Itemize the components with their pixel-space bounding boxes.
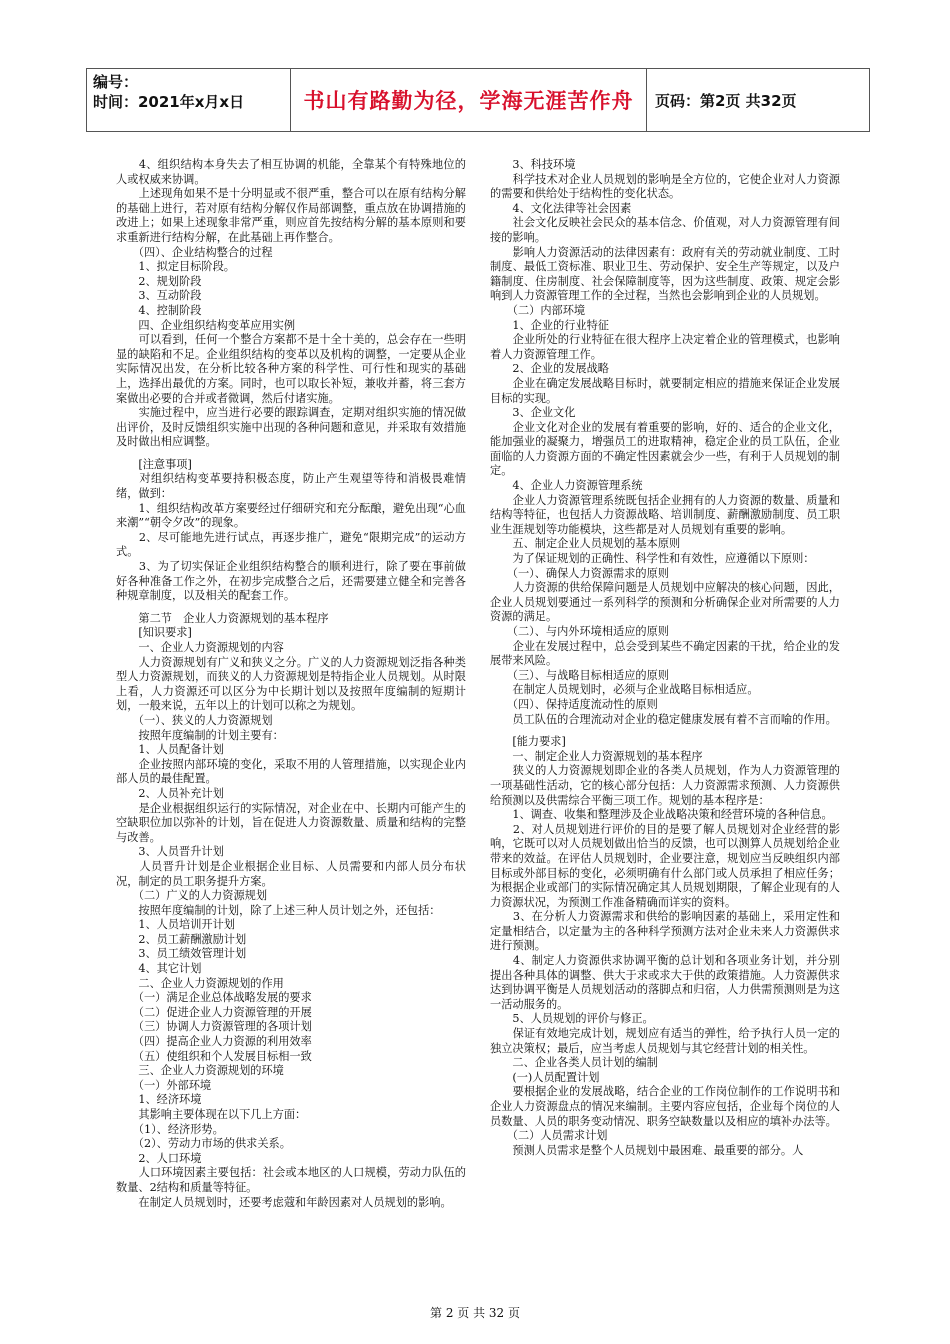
paragraph: 企业所处的行业特征在很大程序上决定着企业的管理模式，也影响着人力资源管理工作。 <box>490 333 840 361</box>
paragraph: 1、调查、收集和整理涉及企业战略决策和经营环境的各种信息。 <box>490 808 833 822</box>
paragraph: （三）协调人力资源管理的各项计划 <box>116 1020 312 1034</box>
paragraph: 1、经济环境 <box>116 1093 202 1107</box>
paragraph: 对组织结构变革要持积极态度，防止产生观望等待和消极畏难情绪，做到： <box>116 472 466 501</box>
paragraph: 2、企业的发展战略 <box>490 362 609 376</box>
paragraph: 人力资源规划有广义和狭义之分。广义的人力资源规划泛指各种类型人力资源规划，而狭义的人力资源规划是特指企业人员规划。从时限上看，人力资源还可以区分为中长期计划以及按照年度编制的短期计划，一般来说，五年以上的计划可以称之为规划。 <box>116 655 466 713</box>
paragraph: 上述现角如果不是十分明显或不很严重，整合可以在原有结构分解的基础上进行，若对原有结构分解仅作局部调整，重点放在协调措施的改进上；如果上述现象非常严重，则应首先按结构分解的基本原则和要求重新进行结构分解，在此基础上再作整合。 <box>116 187 466 244</box>
paragraph: 预测人员需求是整个人员规划中最困难、最重要的部分。人 <box>490 1143 804 1157</box>
header-page-info: 页码：第2页 共32页 <box>655 91 797 110</box>
left-text-column <box>116 158 466 1210</box>
paragraph: 4、其它计划 <box>116 962 202 976</box>
paragraph: 企业在确定发展战略目标时，就要制定相应的措施来保证企业发展目标的实现。 <box>490 376 840 405</box>
paragraph: 人口环境因素主要包括：社会或本地区的人口规模，劳动力队伍的数量、2结构和质量等特征。 <box>116 1166 466 1194</box>
paragraph: 要根据企业的发展战略，结合企业的工作岗位制作的工作说明书和企业人力资源盘点的情况来编制。主要内容应包括，企业每个岗位的人员数量、人员的职务变动情况、职务空缺数量以及相应的填补办法等。 <box>490 1085 840 1128</box>
paragraph: （二）内部环境 <box>490 303 586 317</box>
paragraph: [注意事项] <box>116 457 192 471</box>
paragraph: 2、对人员规划进行评价的目的是要了解人员规划对企业经营的影响，它既可以对人员规划做出恰当的反馈，也可以测算人员规划给企业带来的效益。在评估人员规划时，企业要注意，规划应当反映组织内部目标或外部目标的变化，必须明确有什么部门或人员承担了相应任务；为根据企业或部门的实际情况确定其人员规划期限，了解企业现有的人力资源状况，为预测工作准备精确而详实的资料。 <box>490 822 840 909</box>
paragraph: 一、制定企业人力资源规划的基本程序 <box>490 749 703 763</box>
paragraph: 一、企业人力资源规划的内容 <box>116 641 284 654</box>
paragraph: 3、在分析人力资源需求和供给的影响因素的基础上，采用定性和定量相结合，以定量为主的各种科学预测方法对企业未来人力资源供求进行预测。 <box>490 910 840 953</box>
paragraph: 为了保证规划的正确性、科学性和有效性，应遵循以下原则： <box>490 552 815 566</box>
paragraph: 科学技术对企业人员规划的影响是全方位的，它使企业对人力资源的需要和供给处于结构性的变化状态。 <box>490 172 840 201</box>
paragraph: （一）外部环境 <box>116 1078 212 1092</box>
paragraph: 1、企业的行业特征 <box>490 318 609 332</box>
paragraph: 影响人力资源活动的法律因素有：政府有关的劳动就业制度、工时制度、最低工资标准、职业卫生、劳动保护、安全生产等规定，以及户籍制度、住房制度、社会保障制度等，因为这些制度、政策、规定会影响到人力资源管理工作的全过程，当然也会影响到企业的人员规划。 <box>490 245 840 303</box>
paragraph: 社会文化反映社会民众的基本信念、价值观，对人力资源管理有间接的影响。 <box>490 216 840 244</box>
paragraph: 2、人员补充计划 <box>116 786 224 800</box>
paragraph: 三、企业人力资源规划的环境 <box>116 1064 284 1078</box>
paragraph: （四）、企业结构整合的过程 <box>116 245 273 259</box>
paragraph: 1、人员培训开计划 <box>116 918 235 932</box>
paragraph: （二）、与内外环境相适应的原则 <box>490 625 669 638</box>
paragraph: 3、员工绩效管理计划 <box>116 947 247 961</box>
paragraph: 五、制定企业人员规划的基本原则 <box>490 537 681 551</box>
paragraph: 4、文化法律等社会因素 <box>490 201 632 215</box>
paragraph: 企业人力资源管理系统既包括企业拥有的人力资源的数量、质量和结构等特征，也包括人力资源战略、培训制度、薪酬激励制度、员工职业生涯规划等功能模块，这些都是对人员规划有重要的影响。 <box>490 493 840 536</box>
paragraph: 狭义的人力资源规划即企业的各类人员规划，作为人力资源管理的一项基础性活动，它的核心部分包括：人力资源需求预测、人力资源供给预测以及供需综合平衡三项工作。规划的基本程序是： <box>490 764 840 807</box>
paragraph: 企业按照内部环境的变化，采取不用的人管理措施，以实现企业内部人员的最佳配置。 <box>116 757 466 786</box>
paragraph: （三）、与战略目标相适应的原则 <box>490 668 669 682</box>
paragraph: 2、人口环境 <box>116 1151 202 1165</box>
paragraph: （2）、劳动力市场的供求关系。 <box>116 1137 291 1151</box>
paragraph: 1、组织结构改革方案要经过仔细研究和充分酝酿，避免出现“心血来潮”“朝令夕改”的现象。 <box>116 501 466 530</box>
paragraph: (一)人员配置计划 <box>490 1070 600 1084</box>
page-footer: 第 2 页 共 32 页 <box>430 1306 520 1320</box>
paragraph: 3、为了切实保证企业组织结构整合的顺利进行，除了要在事前做好各种准备工作之外，在初步完成整合之后，还需要建立健全和完善各种规章制度，以及相关的配套工作。 <box>116 560 466 603</box>
paragraph: 3、科技环境 <box>490 158 576 171</box>
paragraph: 1、人员配备计划 <box>116 743 224 757</box>
paragraph: （二）促进企业人力资源管理的开展 <box>116 1005 312 1019</box>
header-motto: 书山有路勤为径，学海无涯苦作舟 <box>291 69 647 131</box>
paragraph: （二）广义的人力资源规划 <box>116 889 268 903</box>
paragraph: （一）满足企业总体战略发展的要求 <box>116 991 312 1005</box>
paragraph: 人员晋升计划是企业根据企业目标、人员需要和内部人员分布状况，制定的员工职务提升方案。 <box>116 859 466 888</box>
paragraph: 第二节 企业人力资源规划的基本程序 <box>116 611 329 625</box>
paragraph: （五）使组织和个人发展目标相一致 <box>116 1049 312 1063</box>
paragraph: 2、规划阶段 <box>116 274 202 288</box>
paragraph: 二、企业人力资源规划的作用 <box>116 976 284 990</box>
paragraph: （四）提高企业人力资源的利用效率 <box>116 1035 312 1049</box>
paragraph: 3、人员晋升计划 <box>116 845 224 859</box>
paragraph: 4、制定人力资源供求协调平衡的总计划和各项业务计划，并分别提出各种具体的调整、供大于求或求大于供的政策措施。人力资源供求达到协调平衡是人员规划活动的落脚点和归宿，人力供需预测则是为这一活动服务的。 <box>490 954 840 1011</box>
paragraph: [能力要求] <box>490 735 566 749</box>
right-text-column <box>490 158 840 1158</box>
header-meta <box>87 69 291 131</box>
document-date: 时间：2021年x月x日 <box>93 93 245 111</box>
paragraph: 5、人员规划的评价与修正。 <box>490 1012 654 1026</box>
paragraph: [知识要求] <box>116 626 192 640</box>
paragraph: 员工队伍的合理流动对企业的稳定健康发展有着不言而喻的作用。 <box>490 712 837 726</box>
paragraph: 按照年度编制的计划，除了上述三种人员计划之外，还包括： <box>116 903 441 917</box>
paragraph: 二、企业各类人员计划的编制 <box>490 1056 658 1070</box>
page-header <box>86 68 870 132</box>
paragraph: 3、互动阶段 <box>116 289 202 303</box>
document-number-label: 编号： <box>93 73 139 91</box>
paragraph: 4、企业人力资源管理系统 <box>490 479 643 493</box>
paragraph: （一）、狭义的人力资源规划 <box>116 713 273 727</box>
paragraph: 人力资源的供给保障问题是人员规划中应解决的核心问题，因此，企业人员规划要通过一系列科学的预测和分析确保企业对所需要的人力资源的满足。 <box>490 581 840 624</box>
paragraph: 2、尽可能地先进行试点，再逐步推广，避免“限期完成”的运动方式。 <box>116 530 466 559</box>
paragraph: 4、组织结构本身失去了相互协调的机能，全靠某个有特殊地位的人或权威来协调。 <box>116 158 466 186</box>
paragraph: 1、拟定目标阶段。 <box>116 260 235 274</box>
paragraph: （1）、经济形势。 <box>116 1122 224 1136</box>
paragraph: 在制定人员规划时，必须与企业战略目标相适应。 <box>490 683 759 697</box>
paragraph: 保证有效地完成计划，规划应有适当的弹性，给予执行人员一定的独立决策权；最后，应当考虑人员规划与其它经营计划的相关性。 <box>490 1027 840 1055</box>
paragraph: 2、员工薪酬激励计划 <box>116 932 247 946</box>
paragraph: 企业在发展过程中，总会受到某些不确定因素的干扰，给企业的发展带来风险。 <box>490 639 840 668</box>
paragraph: 按照年度编制的计划主要有： <box>116 728 284 742</box>
paragraph: 四、企业组织结构变革应用实例 <box>116 318 296 332</box>
paragraph: 是企业根据组织运行的实际情况，对企业在中、长期内可能产生的空缺职位加以弥补的计划，旨在促进人力资源数量、质量和结构的完整与改善。 <box>116 801 466 844</box>
paragraph: 实施过程中，应当进行必要的跟踪调查，定期对组织实施的情况做出评价，及时反馈组织实施中出现的各种问题和意见，并采取有效措施及时做出相应调整。 <box>116 406 466 449</box>
paragraph: 4、控制阶段 <box>116 303 202 317</box>
paragraph: 可以看到，任何一个整合方案都不是十全十美的，总会存在一些明显的缺陷和不足。企业组织结构的变革以及机构的调整，一定要从企业实际情况出发，在分析比较各种方案的科学性、可行性和现实的基础上，选择出最优的方案。同时，也可以取长补短，兼收并蓄，将三套方案做出必要的合并或者微调，然后付诸实施。 <box>116 333 466 405</box>
paragraph: 企业文化对企业的发展有着重要的影响，好的、适合的企业文化，能加强业的凝聚力，增强员工的进取精神，稳定企业的员工队伍，企业面临的人力资源方面的不确定性因素就会少一些，有利于人员规划的制定。 <box>490 420 840 478</box>
paragraph: 3、企业文化 <box>490 406 576 420</box>
paragraph: 在制定人员规划时，还要考虑蔻和年龄因素对人员规划的影响。 <box>116 1195 452 1209</box>
paragraph: （四）、保持适度流动性的原则 <box>490 697 658 711</box>
paragraph: （一）、确保人力资源需求的原则 <box>490 566 669 580</box>
paragraph: 其影响主要体现在以下几上方面： <box>116 1108 307 1121</box>
paragraph: （二）人员需求计划 <box>490 1129 608 1143</box>
